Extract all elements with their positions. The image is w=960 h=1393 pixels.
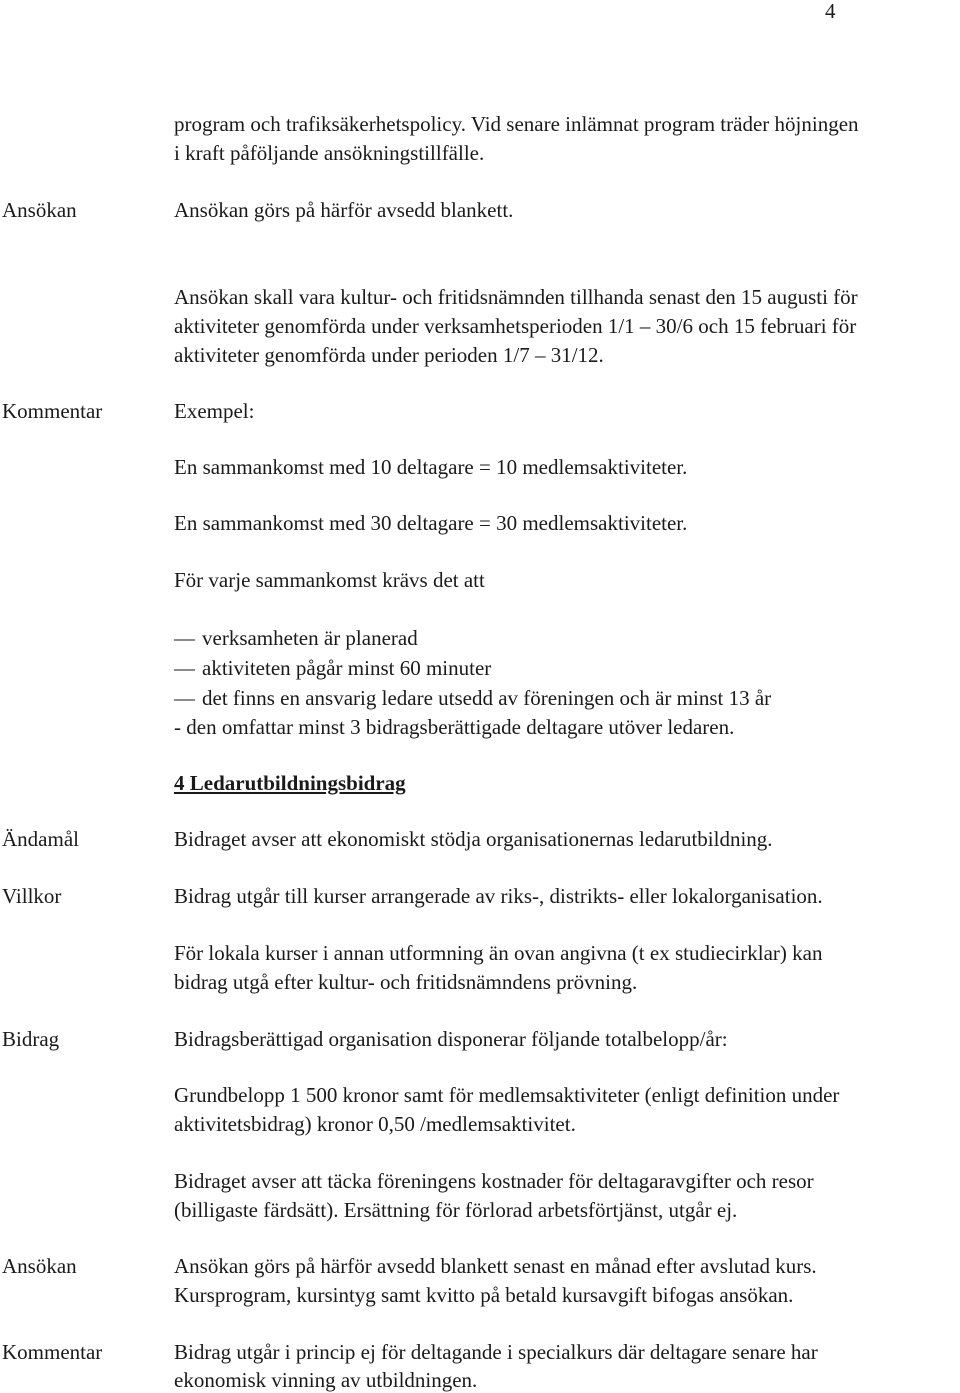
paragraph-line: Bidrag utgår till kurser arrangerade av riks-, distrikts- eller lokalorganisation. <box>174 884 823 908</box>
example-line: En sammankomst med 30 deltagare = 30 medlemsaktiviteter. <box>174 511 688 535</box>
margin-label-villkor: Villkor <box>2 884 62 908</box>
paragraph-line: aktivitetsbidrag) kronor 0,50 /medlemsaktivitet. <box>174 1112 576 1136</box>
margin-label-andamal: Ändamål <box>2 827 79 851</box>
paragraph-line: Ansökan görs på härför avsedd blankett senast en månad efter avslutad kurs. <box>174 1254 817 1278</box>
section-heading: 4 Ledarutbildningsbidrag <box>174 771 406 795</box>
list-item: aktiviteten pågår minst 60 minuter <box>202 656 492 680</box>
dash-bullet: — <box>174 656 195 680</box>
margin-label-kommentar: Kommentar <box>2 1340 103 1364</box>
margin-label-bidrag: Bidrag <box>2 1027 60 1051</box>
margin-label-kommentar: Kommentar <box>2 399 103 423</box>
paragraph-line: För lokala kurser i annan utformning än ovan angivna (t ex studiecirklar) kan <box>174 941 823 965</box>
paragraph-line: bidrag utgå efter kultur- och fritidsnämndens prövning. <box>174 970 638 994</box>
paragraph-line: aktiviteter genomförda under verksamhetsperioden 1/1 – 30/6 och 15 februari för <box>174 314 857 338</box>
example-line: En sammankomst med 10 deltagare = 10 medlemsaktiviteter. <box>174 455 688 479</box>
paragraph-line: Kursprogram, kursintyg samt kvitto på betald kursavgift bifogas ansökan. <box>174 1283 794 1307</box>
list-item: verksamheten är planerad <box>202 626 418 650</box>
paragraph-line: (billigaste färdsätt). Ersättning för förlorad arbetsförtjänst, utgår ej. <box>174 1198 738 1222</box>
paragraph-line: Bidraget avser att täcka föreningens kostnader för deltagaravgifter och resor <box>174 1169 814 1193</box>
dash-bullet: — <box>174 626 195 650</box>
dash-bullet: — <box>174 686 195 710</box>
margin-label-ansokan: Ansökan <box>2 1254 77 1278</box>
margin-label-ansokan: Ansökan <box>2 198 77 222</box>
paragraph-line: program och trafiksäkerhetspolicy. Vid senare inlämnat program träder höjningen <box>174 112 859 136</box>
example-heading: Exempel: <box>174 399 255 423</box>
paragraph-line: Ansökan skall vara kultur- och fritidsnämnden tillhanda senast den 15 augusti för <box>174 285 858 309</box>
requirements-intro: För varje sammankomst krävs det att <box>174 568 485 592</box>
paragraph-line: i kraft påföljande ansökningstillfälle. <box>174 141 485 165</box>
page-number: 4 <box>825 0 836 23</box>
list-item: det finns en ansvarig ledare utsedd av föreningen och är minst 13 år <box>202 686 772 710</box>
paragraph-line: ekonomisk vinning av utbildningen. <box>174 1368 478 1392</box>
paragraph-line: Ansökan görs på härför avsedd blankett. <box>174 198 514 222</box>
paragraph-line: Bidraget avser att ekonomiskt stödja organisationernas ledarutbildning. <box>174 827 773 851</box>
paragraph-line: Grundbelopp 1 500 kronor samt för medlemsaktiviteter (enligt definition under <box>174 1083 840 1107</box>
paragraph-line: aktiviteter genomförda under perioden 1/7 – 31/12. <box>174 343 604 367</box>
paragraph-line: Bidragsberättigad organisation disponerar följande totalbelopp/år: <box>174 1027 728 1051</box>
paragraph-line: Bidrag utgår i princip ej för deltagande i specialkurs där deltagare senare har <box>174 1340 818 1364</box>
list-item: - den omfattar minst 3 bidragsberättigade deltagare utöver ledaren. <box>174 715 735 739</box>
